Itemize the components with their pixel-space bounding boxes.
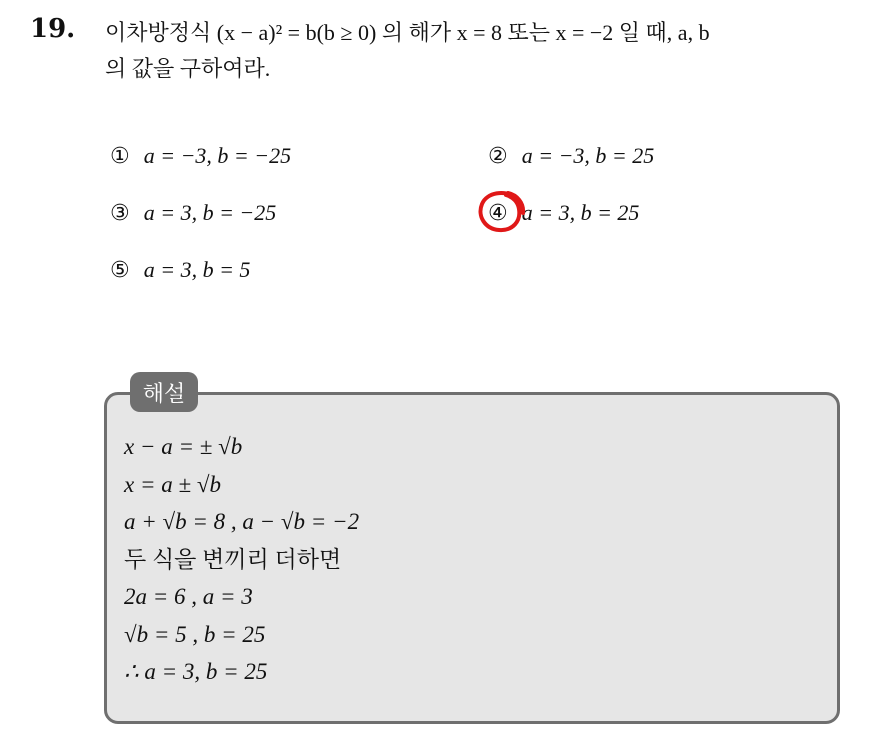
solution-line-6: √b = 5 , b = 25 <box>124 621 266 647</box>
choice-3[interactable] <box>110 200 276 226</box>
choice-3-number: ③ <box>110 200 130 226</box>
choice-5[interactable] <box>110 257 250 283</box>
choice-2[interactable] <box>488 143 654 169</box>
choice-4[interactable] <box>488 200 639 226</box>
choice-4-text: a = 3, b = 25 <box>521 200 640 225</box>
choice-2-number: ② <box>488 143 508 169</box>
solution-line-1: x − a = ± √b <box>124 434 243 459</box>
question-text <box>105 15 875 87</box>
solution-line-5: 2a = 6 , a = 3 <box>124 584 253 609</box>
solution-label: 해설 <box>130 372 198 412</box>
solution-line-2: x = a ± √b <box>124 471 221 497</box>
question-number: 19. <box>30 14 76 44</box>
question-line-1: 이차방정식 (x − a)² = b(b ≥ 0) 의 해가 x = 8 또는 x = −2 일 때, a, b <box>105 20 710 45</box>
choice-1-number: ① <box>110 143 130 169</box>
choice-3-text: a = 3, b = −25 <box>143 200 277 225</box>
choice-4-number: ④ <box>488 200 508 226</box>
solution-lines <box>124 428 359 691</box>
choice-5-number: ⑤ <box>110 257 130 283</box>
choice-5-text: a = 3, b = 5 <box>143 257 251 282</box>
solution-line-7: ∴ a = 3, b = 25 <box>124 659 268 684</box>
solution-line-4: 두 식을 변끼리 더하면 <box>124 546 342 572</box>
solution-line-3: a + √b = 8 , a − √b = −2 <box>124 509 360 534</box>
choice-2-text: a = −3, b = 25 <box>521 143 655 168</box>
choice-1-text: a = −3, b = −25 <box>143 143 292 168</box>
question-line-2: 의 값을 구하여라. <box>105 56 271 81</box>
choice-1[interactable] <box>110 143 291 169</box>
